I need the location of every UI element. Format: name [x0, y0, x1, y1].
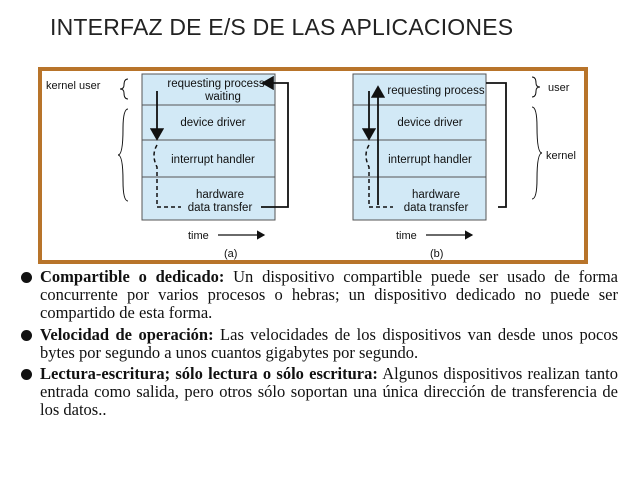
panel-b-interrupt-handler: interrupt handler: [388, 154, 472, 166]
bullet-list: [20, 268, 618, 423]
bullet-dot-icon: [21, 272, 32, 283]
page-title: INTERFAZ DE E/S DE LAS APLICACIONES: [50, 14, 514, 40]
io-timing-figure: [38, 67, 590, 265]
panel-b-requesting-process: requesting process: [387, 85, 485, 97]
bullet-text: Un dispositivo compartible puede ser usado de forma concurrente por varios procesos o hebras; un dispositivo dedicado no puede ser compartido de esta forma.: [40, 267, 618, 323]
panel-b-time-label: time: [396, 230, 417, 242]
bullet-text: Algunos dispositivos realizan tanto entrada como salida, pero otros sólo soportan una única dirección de transferencia de los datos..: [40, 364, 619, 420]
right-kernel-label: kernel: [546, 150, 576, 162]
bullet-title: Compartible o dedicado:: [40, 267, 225, 286]
panel-b-device-driver: device driver: [397, 117, 463, 129]
panel-a-hardware: hardware: [196, 189, 244, 201]
right-user-label: user: [548, 82, 570, 94]
bullet-item: [20, 326, 618, 362]
bullet-item: [20, 365, 618, 420]
panel-a-requesting-process: requesting process: [167, 78, 265, 90]
bullet-dot-icon: [21, 369, 32, 380]
kernel-user-label: kernel user: [46, 80, 101, 92]
panel-b-hardware: hardware: [412, 189, 460, 201]
panel-a-time-label: time: [188, 230, 209, 242]
bullet-title: Lectura-escritura; sólo lectura o sólo escritura:: [40, 364, 378, 384]
panel-b-caption: (b): [430, 248, 444, 260]
panel-b-data-transfer: data transfer: [403, 202, 469, 214]
bullet-dot-icon: [21, 330, 32, 341]
panel-a-data-transfer: data transfer: [187, 202, 253, 214]
panel-a-interrupt-handler: interrupt handler: [171, 154, 255, 166]
panel-a-waiting: waiting: [205, 91, 241, 103]
panel-a-device-driver: device driver: [180, 117, 246, 129]
panel-a-caption: (a): [224, 248, 238, 260]
bullet-item: [20, 268, 618, 323]
bullet-title: Velocidad de operación:: [40, 324, 214, 344]
bullet-text: Las velocidades de los dispositivos van desde unos pocos bytes por segundo a unos cuantos gigabytes por segundo.: [40, 324, 618, 362]
